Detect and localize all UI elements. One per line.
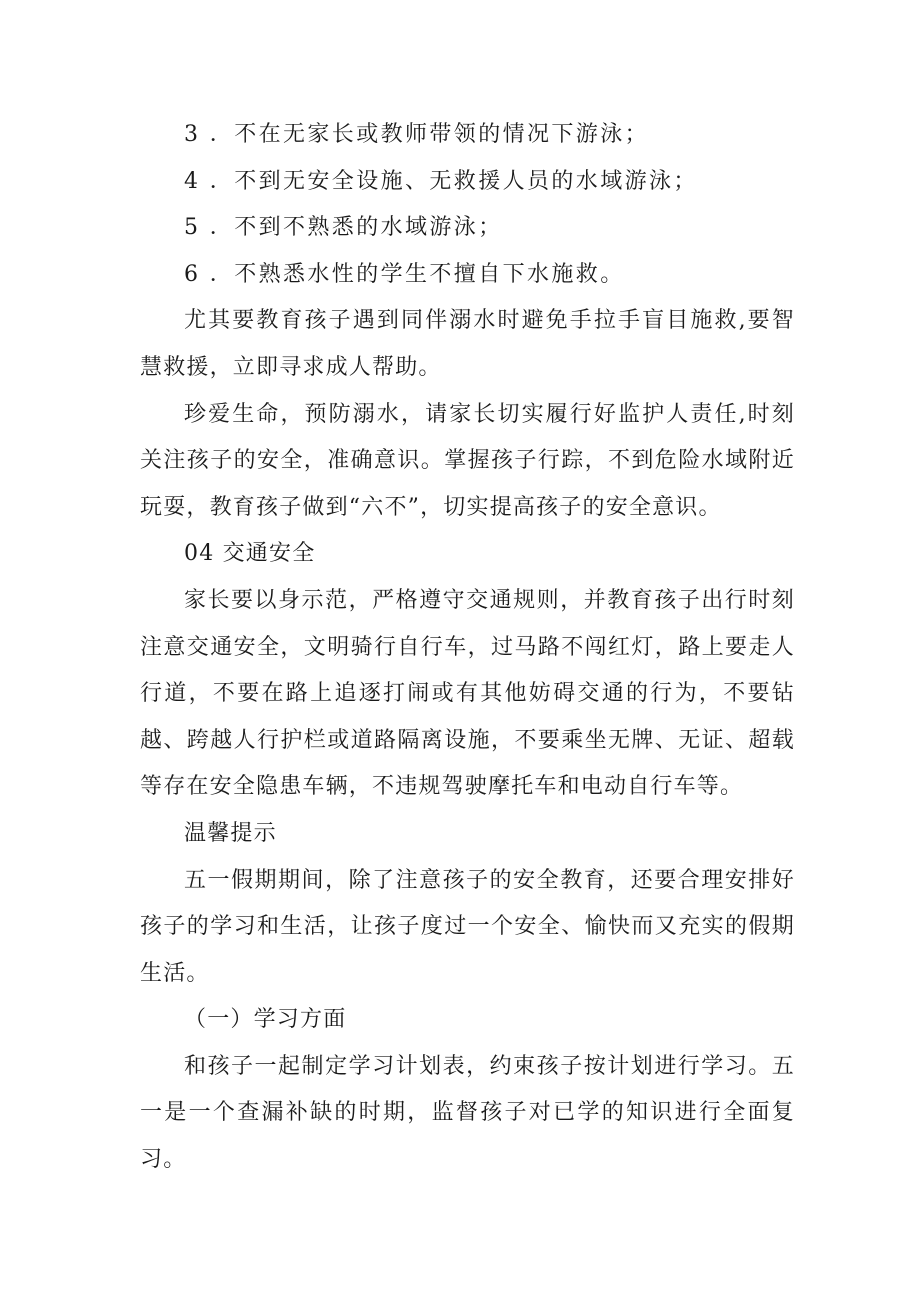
document-body bbox=[140, 112, 795, 1184]
section-heading-tips: 温馨提示 bbox=[184, 820, 277, 846]
paragraph-study: 和孩子一起制定学习计划表，约束孩子按计划进行学习。五一是一个查漏补缺的时期，监督孩子对已学的知识进行全面复习。 bbox=[140, 1053, 795, 1173]
paragraph-traffic: 家长要以身示范，严格遵守交通规则，并教育孩子出行时刻注意交通安全，文明骑行自行车，过马路不闯红灯，路上要走人行道，不要在路上追逐打闹或有其他妨碍交通的行为，不要钻越、跨越人行护栏或道路隔离设施，不要乘坐无牌、无证、超载等存在安全隐患车辆，不违规驾驶摩托车和电动自行车等。 bbox=[140, 587, 795, 800]
list-item: 4 ．不到无安全设施、无救援人员的水域游泳； bbox=[184, 168, 698, 194]
list-item: 6 ．不熟悉水性的学生不擅自下水施救。 bbox=[184, 261, 625, 287]
section-heading-study: （一）学习方面 bbox=[184, 1007, 347, 1033]
section-heading-traffic: 04 交通安全 bbox=[184, 541, 316, 567]
paragraph-cherish-life: 珍爱生命，预防溺水，请家长切实履行好监护人责任,时刻关注孩子的安全，准确意识。掌握孩子行踪，不到危险水域附近玩耍，教育孩子做到“六不”，切实提高孩子的安全意识。 bbox=[140, 401, 795, 520]
paragraph-rescue: 尤其要教育孩子遇到同伴溺水时避免手拉手盲目施救,要智慧救援，立即寻求成人帮助。 bbox=[140, 308, 795, 380]
list-item: 3 ．不在无家长或教师带领的情况下游泳； bbox=[184, 122, 649, 147]
list-item: 5 ．不到不熟悉的水域游泳； bbox=[184, 215, 503, 241]
paragraph-tips: 五一假期期间，除了注意孩子的安全教育，还要合理安排好孩子的学习和生活，让孩子度过一个安全、愉快而又充实的假期生活。 bbox=[140, 867, 795, 986]
